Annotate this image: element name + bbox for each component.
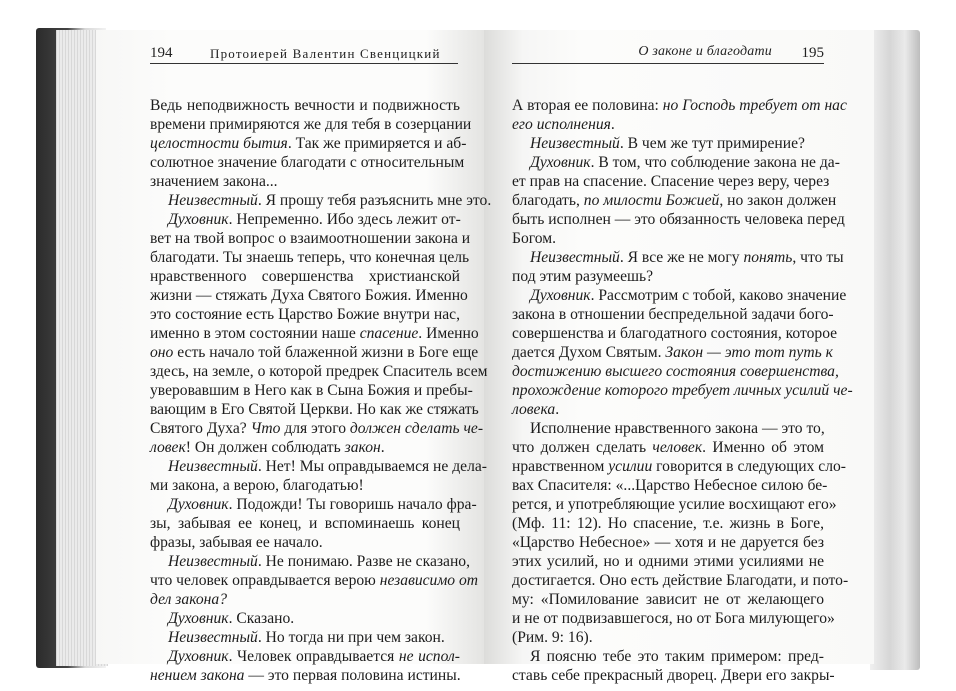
right-running-head: О законе и благодати (638, 44, 772, 59)
text-line (512, 628, 824, 647)
text-run: , но закон должен (719, 192, 837, 209)
text-run: . Именно (418, 325, 479, 342)
text-line (512, 666, 835, 685)
text-line (150, 96, 460, 115)
text-line (150, 533, 460, 552)
text-run: благодати. Ты знаешь теперь, что конечная цель (150, 249, 470, 266)
text-line (512, 210, 845, 229)
text-line (150, 362, 488, 381)
text-line (512, 457, 846, 476)
text-run: что должен сделать (512, 439, 653, 456)
text-line (150, 457, 487, 476)
italic-text: его исполнения (512, 116, 611, 133)
text-line (150, 438, 460, 457)
text-line (150, 267, 460, 286)
text-line (512, 191, 837, 210)
italic-text: но Господь требует от нас (662, 97, 847, 114)
text-line (150, 476, 460, 495)
text-line (150, 134, 467, 153)
text-run: и не от подвизавшегося, но от Бога милующего» (512, 610, 835, 627)
text-line (150, 514, 460, 533)
text-line (512, 533, 824, 552)
text-line (512, 229, 824, 248)
text-line (150, 115, 472, 134)
italic-text: Что (250, 420, 281, 437)
text-line (150, 324, 479, 343)
text-line (150, 286, 468, 305)
text-run: «Царство Небесное» — хотя и не даруется без (512, 534, 824, 551)
italic-text: не испол- (398, 648, 460, 665)
text-run: . (380, 439, 385, 456)
text-run: . Так же примиряется и аб- (287, 135, 467, 152)
text-run: . Нет! Мы оправдываемся не дела- (257, 458, 487, 475)
text-run: именно в этом состоянии наше (150, 325, 360, 342)
italic-text: Духовник (530, 287, 591, 304)
text-line (512, 590, 824, 609)
text-line (512, 134, 824, 153)
text-run: есть начало той блаженной жизни в Боге еще (173, 344, 479, 361)
text-run: . Я все же не могу (619, 249, 744, 266)
text-run: совершенства и благодатного состояния, которое (512, 325, 838, 342)
text-run: быть исполнен — это обязанность человека перед (512, 211, 845, 228)
text-run: (Рим. 9: 16). (512, 629, 593, 646)
text-run: жизни — стяжать Духа Святого Божия. Именно (150, 287, 468, 304)
text-run: что человек оправдывается верою (150, 572, 380, 589)
text-run: Я поясню тебе это таким примером: пред- (530, 648, 824, 665)
text-run: — это первая половина истины. (244, 667, 461, 684)
italic-text: дел закона? (150, 591, 228, 608)
italic-text: Духовник (168, 211, 229, 228)
text-run: му: «Помилование зависит не от желающего (512, 591, 824, 608)
text-line (512, 647, 824, 666)
italic-text: ловека (512, 401, 556, 418)
text-line (150, 571, 479, 590)
left-running-head: Протоиерей Валентин Свенцицкий (210, 46, 441, 61)
italic-text: понять (743, 249, 793, 266)
left-page-number: 194 (150, 45, 173, 61)
italic-text: Закон — это тот путь к (665, 344, 833, 361)
text-run: солютное значение благодати с относительным (150, 154, 465, 171)
text-run: под этим разумеешь? (512, 268, 654, 285)
text-run: фразы, забывая ее начало. (150, 534, 323, 551)
text-line (512, 495, 837, 514)
italic-text: че- (833, 382, 853, 399)
text-run: , что ты (792, 249, 844, 266)
text-run: . (555, 401, 560, 418)
italic-text: человек (652, 439, 703, 456)
text-line (512, 248, 844, 267)
text-run: . Но тогда ни при чем закон. (257, 629, 445, 646)
italic-text: усилии (608, 458, 653, 475)
text-run: . Именно об этом (702, 439, 824, 456)
text-line (150, 628, 460, 647)
text-line (150, 666, 460, 685)
italic-text: Неизвестный (168, 192, 258, 209)
text-run: дается Духом Святым. (512, 344, 666, 361)
text-line (150, 609, 460, 628)
page-edges-right (870, 30, 920, 670)
text-run: рется, и употребляющие усилие восхищают его» (512, 496, 837, 513)
text-run: Исполнение нравственного закона — это то, (530, 420, 825, 437)
text-run: ! Он должен соблюдать (185, 439, 345, 456)
text-run: вах Спасителя: «...Царство Небесное силою бе- (512, 477, 828, 494)
text-line (512, 115, 824, 134)
text-line (512, 153, 840, 172)
italic-text: Неизвестный (168, 629, 258, 646)
text-line (512, 267, 824, 286)
italic-text: по милости Божией (583, 192, 720, 209)
text-line (150, 381, 473, 400)
text-run: . (610, 116, 615, 133)
text-line (512, 552, 824, 571)
text-run: здесь, на земле, о которой предрек Спаситель всем (150, 363, 488, 380)
text-run: ставь себе прекрасный дворец. Двери его закры- (512, 667, 835, 684)
italic-text: ловек (150, 439, 186, 456)
text-run: . Непременно. Ибо здесь лежит от- (228, 211, 461, 228)
right-page-header (512, 43, 824, 64)
text-line (150, 343, 479, 362)
text-run: достигается. Оно есть действие Благодати, и пото- (512, 572, 849, 589)
text-run: это состояние есть Царство Божие внутри нас, (150, 306, 460, 323)
text-line (150, 153, 465, 172)
text-run: . В том, что соблюдение закона не да- (590, 154, 840, 171)
text-run: . Человек оправдывается (228, 648, 399, 665)
text-run: вающим в Его Святой Церкви. Но как же стяжать (150, 401, 479, 418)
text-line (150, 172, 460, 191)
text-line (150, 590, 460, 609)
text-run: времени примиряются же для тебя в созерцании (150, 116, 472, 133)
text-run: . Сказано. (228, 610, 295, 627)
left-page-text (150, 96, 492, 685)
italic-text: целостности бытия (150, 135, 288, 152)
text-run: зы, забывая ее конец, и вспоминаешь конец (150, 515, 460, 532)
text-run: . Я прошу тебя разъяснить мне это. (257, 192, 492, 209)
text-line (512, 381, 853, 400)
italic-text: независимо от (379, 572, 479, 589)
text-line (150, 305, 460, 324)
text-line (512, 438, 824, 457)
text-run: значением закона... (150, 173, 278, 190)
text-line (512, 343, 833, 362)
italic-text: Духовник (168, 648, 229, 665)
italic-text: закон (344, 439, 381, 456)
text-line (150, 647, 460, 666)
text-run: Богом. (512, 230, 557, 247)
text-run: . Подожди! Ты говоришь начало фра- (228, 496, 477, 513)
right-page-text (512, 96, 853, 685)
text-run: вет на твой вопрос о взаимоотношении закона и (150, 230, 471, 247)
italic-text: спасение (359, 325, 419, 342)
text-line (150, 229, 471, 248)
text-line (150, 191, 492, 210)
italic-text: че- (463, 420, 484, 437)
text-run: ми закона, а верою, благодатью! (150, 477, 364, 494)
text-run: этих усилий, но и одними этими усилиями не (512, 553, 824, 570)
text-line (150, 419, 484, 438)
text-line (512, 172, 830, 191)
text-line (512, 286, 847, 305)
italic-text: должен сделать (349, 420, 460, 437)
text-line (150, 495, 477, 514)
text-run: (Мф. 11: 12). Но спасение, т.е. жизнь в Боге, (512, 515, 824, 532)
text-line (512, 419, 824, 438)
text-run: . Рассмотрим с тобой, каково значение (590, 287, 847, 304)
left-page-header (150, 43, 458, 64)
italic-text: Духовник (530, 154, 591, 171)
text-run: ет прав на спасение. Спасение через веру, через (512, 173, 830, 190)
italic-text: Неизвестный (168, 553, 258, 570)
italic-text: нением закона (150, 667, 245, 684)
text-line (512, 514, 824, 533)
text-run: закона в отношении беспредельной задачи бого- (512, 306, 834, 323)
text-run: для этого (280, 420, 350, 437)
text-run: Святого Духа? (150, 420, 251, 437)
text-line (150, 210, 460, 229)
text-run: уверовавшим в Него как в Сына Божия и пребы- (150, 382, 473, 399)
text-line (512, 400, 824, 419)
text-run: . Не понимаю. Разве не сказано, (257, 553, 470, 570)
italic-text: Неизвестный (168, 458, 258, 475)
text-line (512, 362, 839, 381)
text-line (150, 248, 470, 267)
italic-text: Духовник (168, 610, 229, 627)
text-line (512, 571, 849, 590)
text-run: нравственного совершенства христианской (150, 268, 460, 285)
text-line (512, 305, 834, 324)
text-line (150, 552, 470, 571)
text-line (150, 400, 479, 419)
text-line (512, 476, 828, 495)
text-run: говорится в следующих сло- (652, 458, 846, 475)
text-run: нравственном (512, 458, 609, 475)
italic-text: Неизвестный (530, 249, 620, 266)
italic-text: оно (150, 344, 174, 361)
italic-text: Неизвестный (530, 135, 620, 152)
right-page-number: 195 (801, 45, 824, 61)
text-line (512, 609, 835, 628)
text-line (512, 96, 847, 115)
text-line (512, 324, 838, 343)
italic-text: прохождение которого требует личных усилий (512, 382, 830, 399)
text-run: Ведь неподвижность вечности и подвижность (150, 97, 460, 114)
text-run: А вторая ее половина: (512, 97, 663, 114)
text-run: благодать, (512, 192, 584, 209)
text-run: . В чем же тут примирение? (619, 135, 805, 152)
italic-text: Духовник (168, 496, 229, 513)
italic-text: достижению высшего состояния совершенства, (512, 363, 839, 380)
